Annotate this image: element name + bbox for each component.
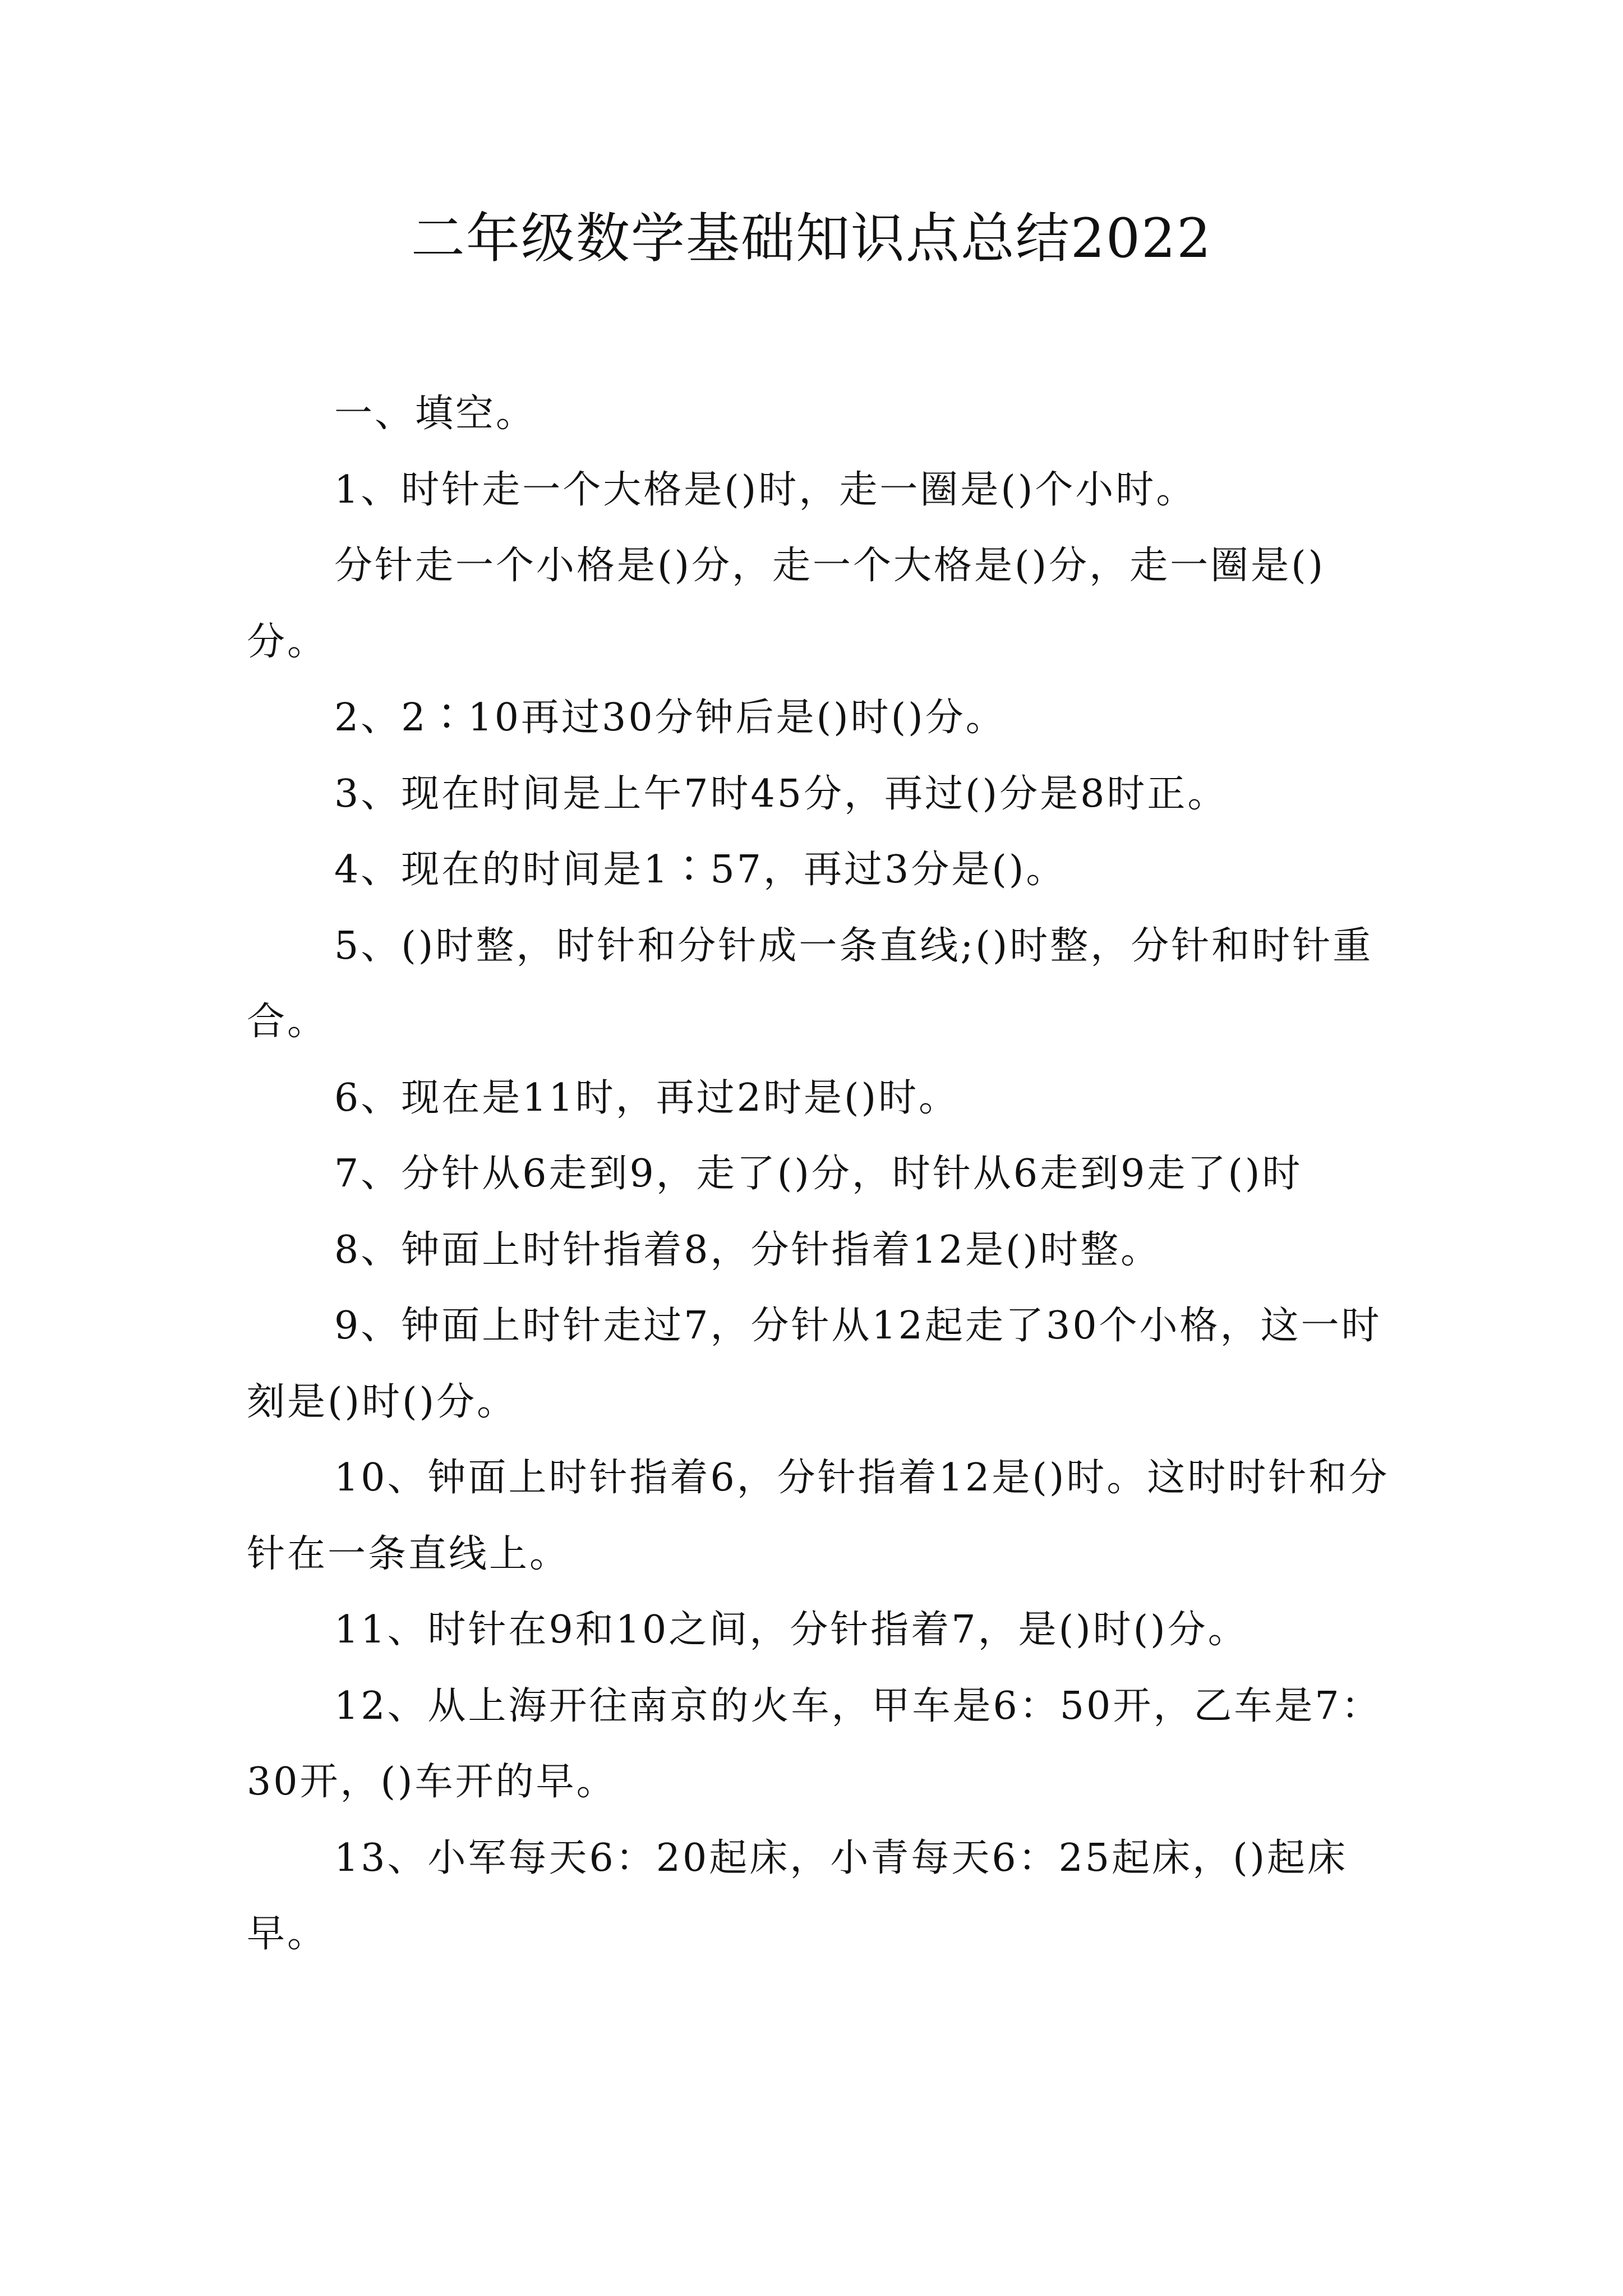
question-12: 12、从上海开往南京的火车，甲车是6：50开，乙车是7：30开，()车开的早。 bbox=[247, 1683, 1382, 1804]
document-body bbox=[247, 376, 1391, 1972]
question-8: 8、钟面上时针指着8，分针指着12是()时整。 bbox=[334, 1227, 1161, 1272]
question-13: 13、小军每天6：20起床，小青每天6：25起床，()起床早。 bbox=[247, 1835, 1348, 1956]
question-11: 11、时针在9和10之间，分针指着7，是()时()分。 bbox=[334, 1608, 1248, 1652]
page-title: 二年级数学基础知识点总结2022 bbox=[411, 207, 1212, 270]
question-1-continued: 分针走一个小格是()分，走一个大格是()分，走一圈是()分。 bbox=[247, 544, 1326, 664]
question-10: 10、钟面上时针指着6，分针指着12是()时。这时时针和分针在一条直线上。 bbox=[247, 1456, 1390, 1576]
section-heading: 一、填空。 bbox=[334, 392, 537, 436]
question-2: 2、2∶10再过30分钟后是()时()分。 bbox=[334, 696, 1006, 740]
question-1: 1、时针走一个大格是()时，走一圈是()个小时。 bbox=[334, 467, 1197, 512]
question-3: 3、现在时间是上午7时45分，再过()分是8时正。 bbox=[334, 771, 1228, 816]
question-4: 4、现在的时间是1∶57，再过3分是()。 bbox=[334, 848, 1067, 892]
question-7: 7、分针从6走到9，走了()分，时针从6走到9走了()时 bbox=[334, 1152, 1303, 1196]
question-9: 9、钟面上时针走过7，分针从12起走了30个小格，这一时刻是()时()分。 bbox=[247, 1304, 1382, 1424]
question-6: 6、现在是11时，再过2时是()时。 bbox=[334, 1075, 960, 1120]
question-5: 5、()时整，时针和分针成一条直线;()时整，分针和时针重合。 bbox=[247, 923, 1373, 1044]
